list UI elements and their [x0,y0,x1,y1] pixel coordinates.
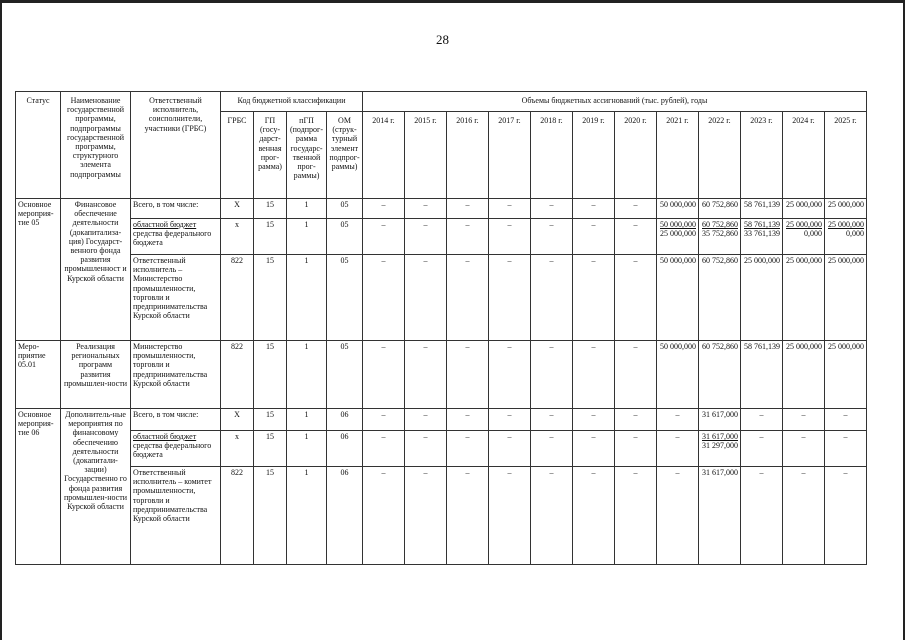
amount-cell: – [783,431,825,467]
amount-federal: 0,000 [846,229,864,239]
amount-cell: – [363,467,405,565]
responsible-text: Ответственный исполнитель – Министерство промышленности, торговли и предпринимательства Курской области [133,256,208,321]
code-grbs-cell: Х [221,409,254,431]
amount-regional: 50 000,000 [660,220,696,229]
amount-cell: – [531,431,573,467]
amount-cell: – [489,409,531,431]
amount-cell [699,219,741,255]
amount-cell: 25 000,000 [783,199,825,219]
amount-cell: – [405,255,447,341]
amount-cell: – [405,431,447,467]
code-grbs-cell: 822 [221,467,254,565]
table-row [16,467,867,565]
amount-federal: 31 297,000 [702,441,738,451]
code-om-cell: 05 [327,219,363,255]
amount-cell: – [363,431,405,467]
name-cell: Финансовое обеспечение деятельности (докапитализа-ция) Государст-венного фонда развития промышленност и Курской области [61,199,131,341]
amount-cell: – [405,409,447,431]
header-name: Наименование государственной программы, подпрограммы государственной программы, структурного элемента подпрограммы [61,92,131,199]
header-year: 2022 г. [699,112,741,199]
header-year: 2016 г. [447,112,489,199]
amount-cell: 58 761,139 [741,199,783,219]
amount-cell: – [531,341,573,409]
code-om-cell: 05 [327,341,363,409]
amount-cell: – [741,467,783,565]
amount-cell: – [657,431,699,467]
name-cell: Реализация региональных программ развития промышлен-ности [61,341,131,409]
header-om: ОМ (струк-турный элемент подпрог-раммы) [327,112,363,199]
table-body [16,199,867,565]
amount-cell: – [573,341,615,409]
amount-cell: – [615,409,657,431]
amount-cell: – [615,219,657,255]
amount-regional: 25 000,000 [786,220,822,229]
amount-cell: – [489,255,531,341]
amount-cell [825,219,867,255]
amount-cell: – [363,255,405,341]
amount-cell: – [741,409,783,431]
table-row [16,341,867,409]
budget-source-label: областной бюджет [133,220,197,229]
amount-cell [741,219,783,255]
code-gp-cell: 15 [254,467,287,565]
amount-cell: – [405,219,447,255]
amount-cell: 60 752,860 [699,341,741,409]
header-status: Статус [16,92,61,199]
table-row [16,431,867,467]
header-year: 2015 г. [405,112,447,199]
code-gp-cell: 15 [254,409,287,431]
amount-cell: – [489,467,531,565]
code-gp-cell: 15 [254,199,287,219]
amount-cell: – [573,467,615,565]
amount-cell: – [573,219,615,255]
amount-cell: 50 000,000 [657,199,699,219]
code-grbs-cell: 822 [221,255,254,341]
page-number: 28 [436,32,449,47]
responsible-cell [131,255,221,341]
responsible-text: Всего, в том числе: [133,410,199,419]
header-volumes-group: Объемы бюджетных ассигнований (тыс. рублей), годы [363,92,867,112]
amount-cell: – [531,409,573,431]
amount-cell: – [405,199,447,219]
responsible-cell [131,219,221,255]
code-om-cell: 05 [327,255,363,341]
amount-federal: 25 000,000 [660,229,696,239]
amount-cell: – [447,219,489,255]
amount-cell: – [489,431,531,467]
amount-cell: – [615,467,657,565]
code-grbs-cell: 822 [221,341,254,409]
code-gp-cell: 15 [254,431,287,467]
responsible-cell [131,199,221,219]
status-cell: Меро-приятие 05.01 [16,341,61,409]
header-year: 2017 г. [489,112,531,199]
header-year: 2024 г. [783,112,825,199]
amount-cell: 25 000,000 [741,255,783,341]
budget-source-label: средства федерального бюджета [133,229,212,248]
header-gp: ГП (госу-дарст-венная прог-рамма) [254,112,287,199]
header-responsible: Ответственный исполнитель, соисполнители, участники (ГРБС) [131,92,221,199]
responsible-text: Всего, в том числе: [133,200,199,209]
amount-cell: – [405,341,447,409]
amount-cell: – [783,467,825,565]
header-year: 2019 г. [573,112,615,199]
amount-regional: 31 617,000 [702,432,738,441]
code-grbs-cell: х [221,431,254,467]
code-pgp-cell: 1 [287,199,327,219]
header-year: 2025 г. [825,112,867,199]
amount-cell: – [615,431,657,467]
amount-cell: – [363,341,405,409]
amount-cell [699,431,741,467]
responsible-cell [131,431,221,467]
amount-cell: – [615,255,657,341]
amount-federal: 0,000 [804,229,822,239]
amount-cell: – [741,431,783,467]
amount-cell: – [447,341,489,409]
amount-cell: – [615,199,657,219]
table-row [16,199,867,219]
amount-cell: – [531,467,573,565]
table-row [16,409,867,431]
amount-cell: – [489,199,531,219]
amount-cell: 25 000,000 [825,341,867,409]
name-cell: Дополнитель-ные мероприятия по финансовому обеспечению деятельности (докапитали-зации) Государственно го фонда развития промышлен-ности Курской области [61,409,131,565]
amount-cell: 25 000,000 [825,199,867,219]
code-gp-cell: 15 [254,255,287,341]
amount-cell: – [489,219,531,255]
code-grbs-cell: Х [221,199,254,219]
budget-table [15,91,867,565]
table-row [16,255,867,341]
amount-cell: – [825,431,867,467]
code-om-cell: 06 [327,431,363,467]
amount-cell: – [657,467,699,565]
status-cell: Основное мероприя-тие 06 [16,409,61,565]
table-row [16,219,867,255]
responsible-cell [131,341,221,409]
amount-cell: – [573,409,615,431]
code-pgp-cell: 1 [287,431,327,467]
amount-cell: – [447,255,489,341]
amount-cell: – [363,219,405,255]
amount-cell: 60 752,860 [699,255,741,341]
responsible-text: Министерство промышленности, торговли и предпринимательства Курской области [133,342,208,388]
header-year: 2021 г. [657,112,699,199]
amount-cell: – [573,199,615,219]
amount-cell: – [657,409,699,431]
amount-cell: – [615,341,657,409]
header-year: 2020 г. [615,112,657,199]
amount-federal: 33 761,139 [744,229,780,239]
responsible-cell [131,409,221,431]
amount-cell [657,219,699,255]
amount-cell: – [363,409,405,431]
amount-cell: 25 000,000 [783,341,825,409]
amount-cell: 60 752,860 [699,199,741,219]
amount-cell: – [447,409,489,431]
amount-cell: – [363,199,405,219]
amount-cell: – [573,255,615,341]
amount-cell: 50 000,000 [657,341,699,409]
header-year: 2014 г. [363,112,405,199]
code-pgp-cell: 1 [287,409,327,431]
amount-cell: – [825,409,867,431]
amount-federal: 35 752,860 [702,229,738,239]
amount-regional: 25 000,000 [828,220,864,229]
header-grbs: ГРБС [221,112,254,199]
code-pgp-cell: 1 [287,219,327,255]
responsible-cell [131,467,221,565]
amount-cell: 31 617,000 [699,409,741,431]
amount-regional: 60 752,860 [702,220,738,229]
amount-cell: 50 000,000 [657,255,699,341]
amount-cell: 58 761,139 [741,341,783,409]
code-pgp-cell: 1 [287,467,327,565]
amount-cell: – [447,199,489,219]
scan-edge-left [0,0,2,640]
amount-cell: 25 000,000 [825,255,867,341]
code-pgp-cell: 1 [287,341,327,409]
code-pgp-cell: 1 [287,255,327,341]
amount-cell: – [783,409,825,431]
amount-cell [783,219,825,255]
responsible-text: Ответственный исполнитель – комитет промышленности, торговли и предпринимательства Курской области [133,468,212,523]
amount-cell: – [825,467,867,565]
amount-cell: – [405,467,447,565]
code-om-cell: 06 [327,409,363,431]
amount-cell: 25 000,000 [783,255,825,341]
budget-source-label: средства федерального бюджета [133,441,212,460]
header-pgp: пГП (подпрог-рамма государс-твенной прог-раммы) [287,112,327,199]
code-grbs-cell: х [221,219,254,255]
code-gp-cell: 15 [254,341,287,409]
amount-regional: 58 761,139 [744,220,780,229]
code-om-cell: 05 [327,199,363,219]
amount-cell: – [573,431,615,467]
budget-source-label: областной бюджет [133,432,197,441]
amount-cell: – [447,431,489,467]
header-code-group: Код бюджетной классификации [221,92,363,112]
code-om-cell: 06 [327,467,363,565]
amount-cell: – [489,341,531,409]
amount-cell: – [531,219,573,255]
header-year: 2018 г. [531,112,573,199]
amount-cell: – [447,467,489,565]
scan-edge-top [0,0,905,3]
header-year: 2023 г. [741,112,783,199]
amount-cell: – [531,199,573,219]
code-gp-cell: 15 [254,219,287,255]
table-header [16,92,867,199]
amount-cell: 31 617,000 [699,467,741,565]
amount-cell: – [531,255,573,341]
status-cell: Основное мероприя-тие 05 [16,199,61,341]
